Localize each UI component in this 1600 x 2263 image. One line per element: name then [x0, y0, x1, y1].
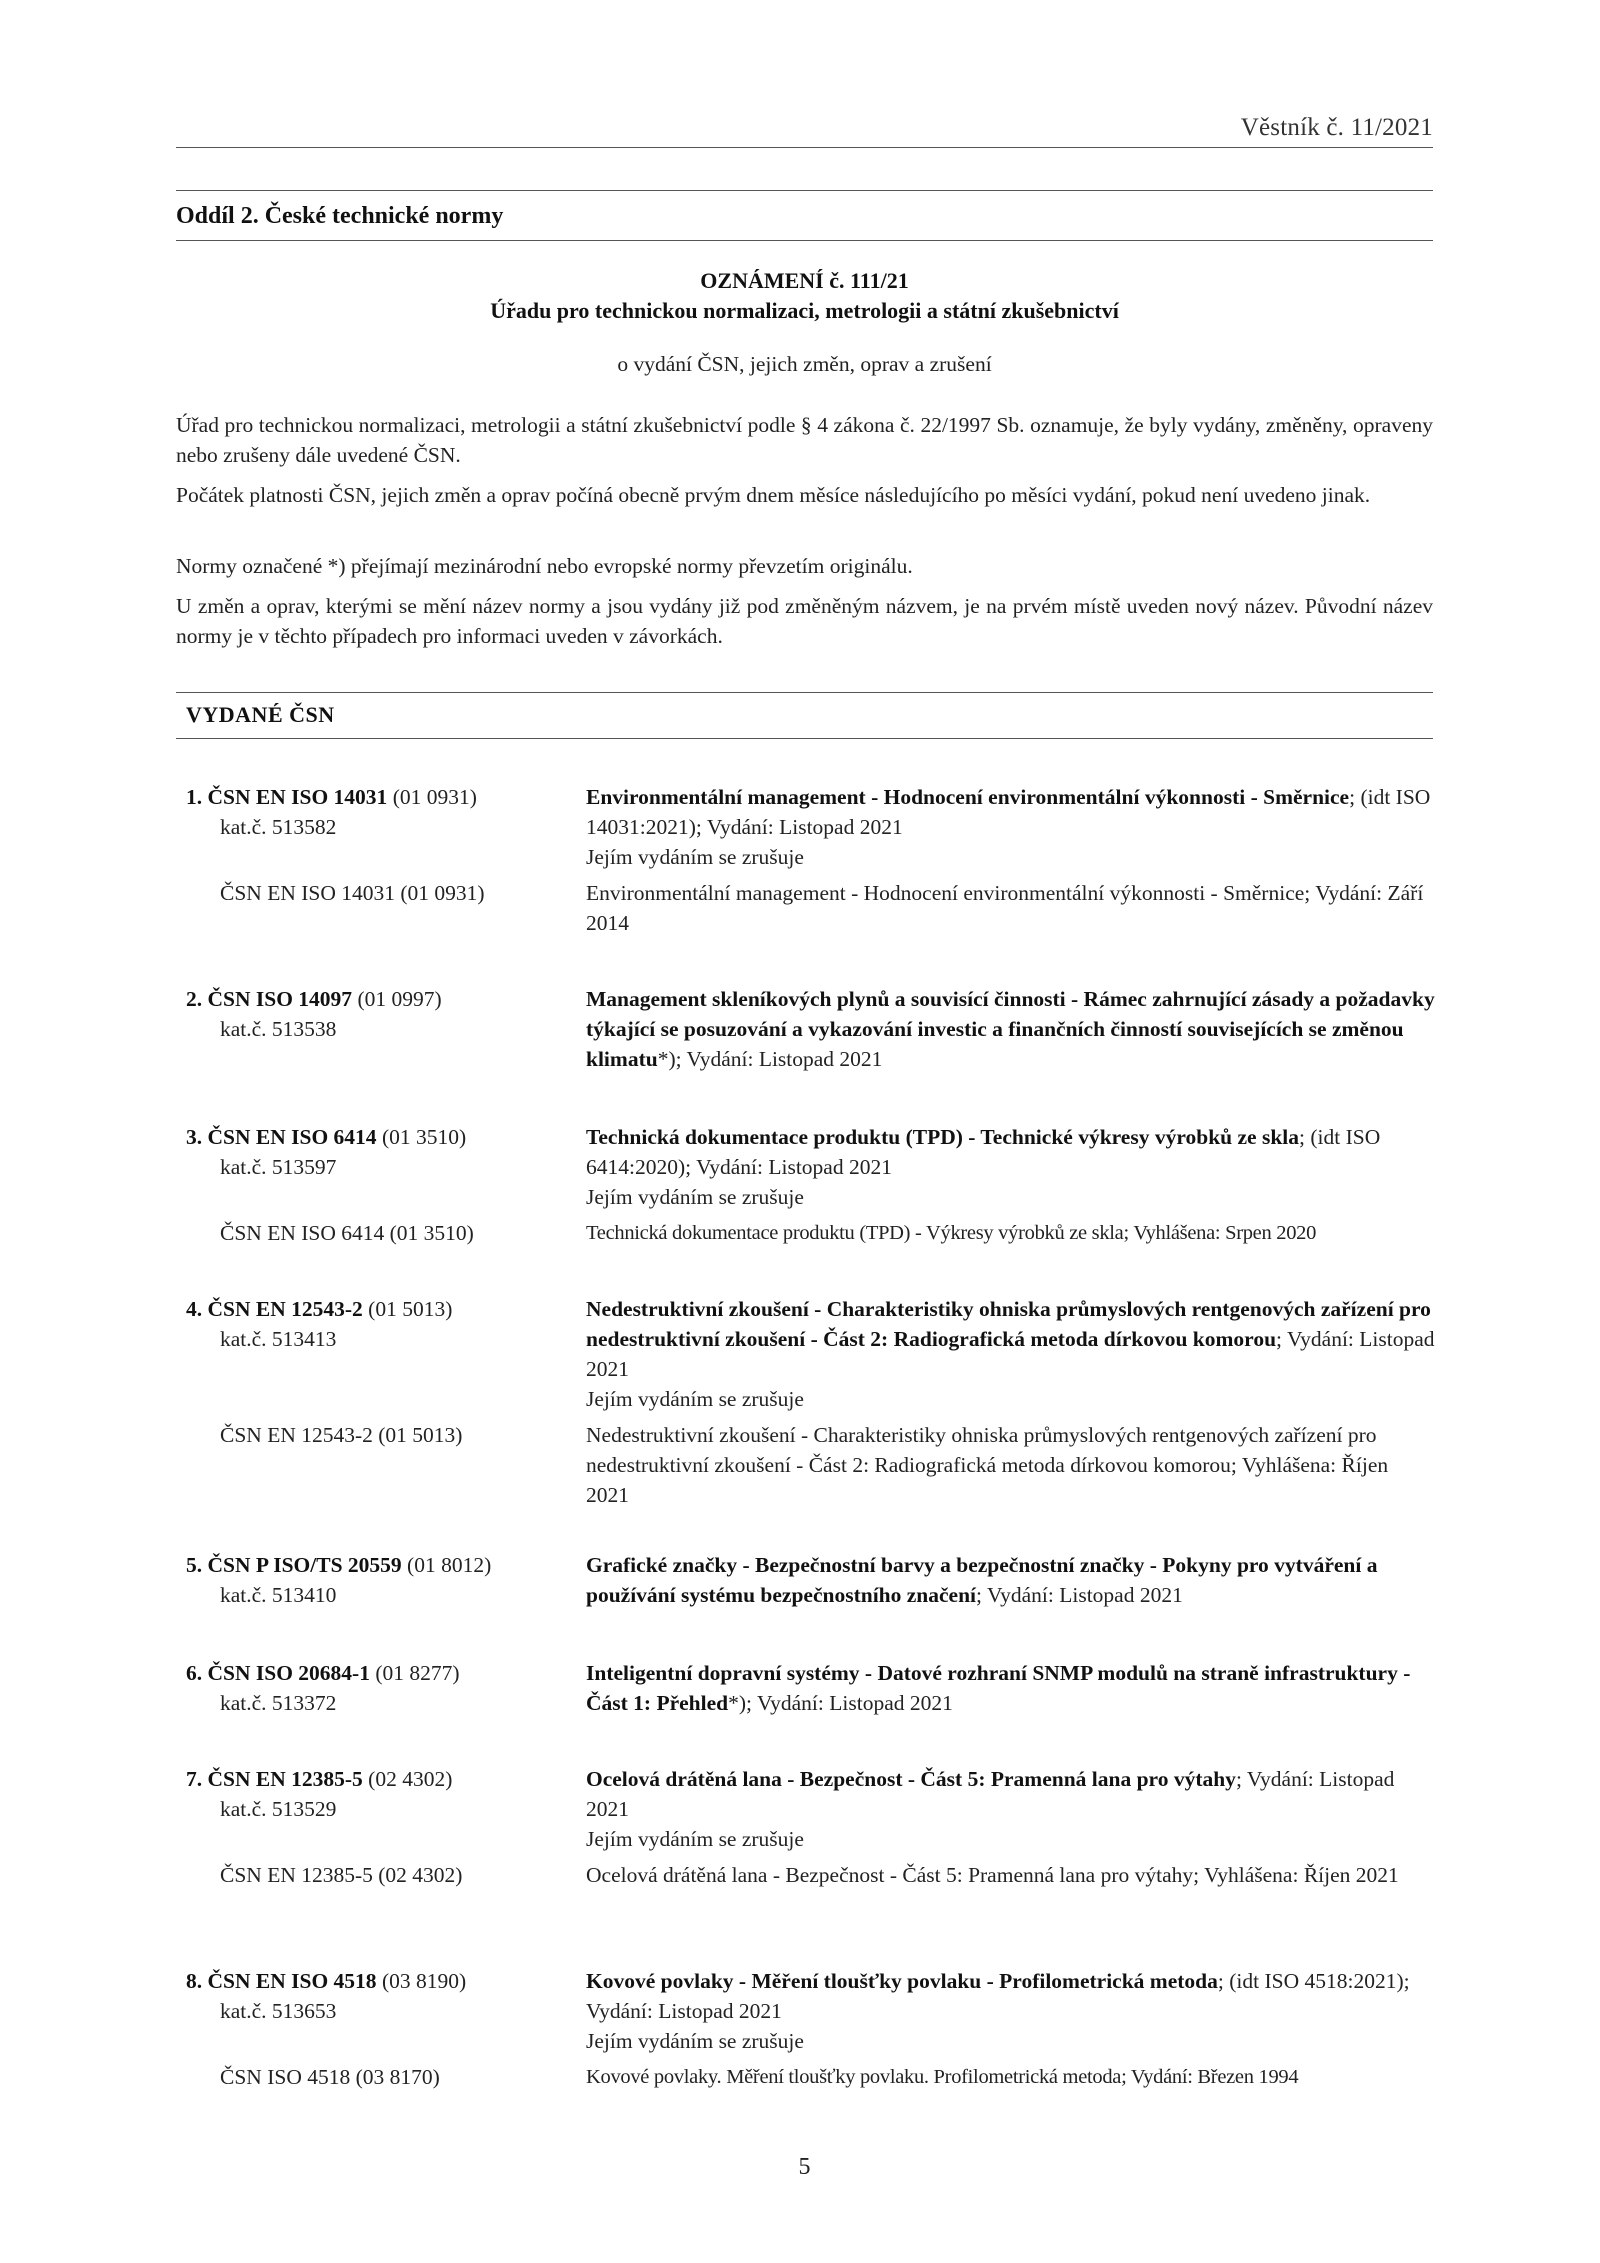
- standard-description: [586, 1294, 1436, 1414]
- notice-subject: o vydání ČSN, jejich změn, oprav a zrušení: [617, 352, 992, 376]
- catalog-number: kat.č. 513653: [220, 1999, 337, 2023]
- catalog-number: kat.č. 513582: [220, 815, 337, 839]
- section-title: Oddíl 2. České technické normy: [176, 203, 504, 229]
- catalog-number: kat.č. 513597: [220, 1155, 337, 1179]
- replaced-standard-title: Environmentální management - Hodnocení environmentální výkonnosti - Směrnice; Vydání: Září 2014: [586, 881, 1424, 935]
- standard-title: Ocelová drátěná lana - Bezpečnost - Část 5: Pramenná lana pro výtahy: [586, 1767, 1236, 1791]
- standard-details: ; Vydání: Listopad 2021: [586, 1327, 1435, 1381]
- standard-id: [186, 1966, 566, 2026]
- standard-title: Inteligentní dopravní systémy - Datové rozhraní SNMP modulů na straně infrastruktury - Část 1: Přehled: [586, 1661, 1411, 1715]
- standard-id: [186, 1294, 566, 1354]
- standard-number: 6. ČSN ISO 20684-1: [186, 1661, 370, 1685]
- replaced-standard-code: ČSN EN 12385-5 (02 4302): [220, 1863, 463, 1887]
- bulletin-title: Věstník č. 11/2021: [1240, 114, 1433, 141]
- replaced-standard-code: ČSN EN ISO 14031 (01 0931): [220, 881, 485, 905]
- cancel-note: Jejím vydáním se zrušuje: [586, 845, 804, 869]
- standard-details: ; (idt ISO 14031:2021); Vydání: Listopad 2021: [586, 785, 1431, 839]
- standard-number: 7. ČSN EN 12385-5: [186, 1767, 363, 1791]
- replaced-standard-title: Nedestruktivní zkoušení - Charakteristiky ohniska průmyslových rentgenových zařízení pro nedestruktivní zkoušení - Část 2: Radiografická metoda dírkovou komorou; Vyhlášena: Říjen 2021: [586, 1423, 1389, 1507]
- list-bottom-rule: [176, 738, 1433, 739]
- standard-number: 3. ČSN EN ISO 6414: [186, 1125, 377, 1149]
- standard-id: [186, 1658, 566, 1718]
- standard-details: ; Vydání: Listopad 2021: [586, 1767, 1395, 1821]
- cancel-note: Jejím vydáním se zrušuje: [586, 1827, 804, 1851]
- standard-title: Kovové povlaky - Měření tloušťky povlaku - Profilometrická metoda: [586, 1969, 1218, 1993]
- cancel-note: Jejím vydáním se zrušuje: [586, 2029, 804, 2053]
- replaced-standard-title: Technická dokumentace produktu (TPD) - Výkresy výrobků ze skla; Vyhlášena: Srpen 2020: [586, 1222, 1317, 1244]
- section-top-rule: [176, 190, 1433, 191]
- replaced-standard-title: Kovové povlaky. Měření tloušťky povlaku. Profilometrická metoda; Vydání: Březen 1994: [586, 2066, 1299, 2088]
- standard-class: (01 3510): [381, 1125, 467, 1149]
- replaced-standard-code: ČSN EN 12543-2 (01 5013): [220, 1423, 463, 1447]
- standard-description: [586, 782, 1436, 872]
- notice-authority: Úřadu pro technickou normalizaci, metrologii a státní zkušebnictví: [490, 298, 1119, 323]
- notice-paragraph: Normy označené *) přejímají mezinárodní nebo evropské normy převzetím originálu.: [176, 554, 913, 578]
- catalog-number: kat.č. 513372: [220, 1691, 337, 1715]
- standard-number: 2. ČSN ISO 14097: [186, 987, 353, 1011]
- standard-number: 4. ČSN EN 12543-2: [186, 1297, 363, 1321]
- standard-title: Technická dokumentace produktu (TPD) - Technické výkresy výrobků ze skla: [586, 1125, 1299, 1149]
- standard-description: [586, 1658, 1436, 1718]
- standard-id: [186, 1122, 566, 1182]
- replaced-standard-title: Ocelová drátěná lana - Bezpečnost - Část 5: Pramenná lana pro výtahy; Vyhlášena: Říjen 2021: [586, 1863, 1399, 1887]
- replaced-standard-code: ČSN EN ISO 6414 (01 3510): [220, 1221, 474, 1245]
- standard-class: (03 8190): [381, 1969, 467, 1993]
- standard-class: (01 8012): [407, 1553, 492, 1577]
- standard-id: [186, 782, 566, 842]
- standard-number: 8. ČSN EN ISO 4518: [186, 1969, 377, 1993]
- list-top-rule: [176, 692, 1433, 693]
- notice-paragraph: Úřad pro technickou normalizaci, metrologii a státní zkušebnictví podle § 4 zákona č. 22/1997 Sb. oznamuje, že byly vydány, změněny, opraveny nebo zrušeny dále uvedené ČSN.: [176, 413, 1433, 467]
- document-page: [176, 0, 1433, 2263]
- standard-details: *); Vydání: Listopad 2021: [728, 1691, 953, 1715]
- standard-description: [586, 1550, 1436, 1610]
- standard-id: [186, 984, 566, 1044]
- standard-description: [586, 1764, 1436, 1854]
- cancel-note: Jejím vydáním se zrušuje: [586, 1387, 804, 1411]
- list-heading: VYDANÉ ČSN: [186, 702, 335, 727]
- standard-details: ; (idt ISO 4518:2021); Vydání: Listopad 2021: [586, 1969, 1410, 2023]
- header-rule: [176, 147, 1433, 148]
- standard-description: [586, 1122, 1436, 1212]
- catalog-number: kat.č. 513410: [220, 1583, 337, 1607]
- standard-class: (01 0931): [392, 785, 477, 809]
- standard-id: [186, 1764, 566, 1824]
- catalog-number: kat.č. 513538: [220, 1017, 337, 1041]
- catalog-number: kat.č. 513529: [220, 1797, 337, 1821]
- replaced-standard-code: ČSN ISO 4518 (03 8170): [220, 2065, 440, 2089]
- standard-class: (01 0997): [357, 987, 442, 1011]
- standard-class: (01 8277): [375, 1661, 460, 1685]
- standard-title: Nedestruktivní zkoušení - Charakteristiky ohniska průmyslových rentgenových zařízení pro nedestruktivní zkoušení - Část 2: Radiografická metoda dírkovou komorou: [586, 1297, 1431, 1351]
- standard-title: Environmentální management - Hodnocení environmentální výkonnosti - Směrnice: [586, 785, 1350, 809]
- section-bottom-rule: [176, 240, 1433, 241]
- page-number: 5: [798, 2154, 811, 2180]
- standard-details: ; (idt ISO 6414:2020); Vydání: Listopad 2021: [586, 1125, 1381, 1179]
- notice-number: OZNÁMENÍ č. 111/21: [700, 268, 909, 293]
- standard-number: 1. ČSN EN ISO 14031: [186, 785, 388, 809]
- cancel-note: Jejím vydáním se zrušuje: [586, 1185, 804, 1209]
- standard-title: Grafické značky - Bezpečnostní barvy a bezpečnostní značky - Pokyny pro vytváření a používání systému bezpečnostního značení: [586, 1553, 1378, 1607]
- notice-paragraph: U změn a oprav, kterými se mění název normy a jsou vydány již pod změněným názvem, je na prvém místě uveden nový název. Původní název normy je v těchto případech pro informaci uveden v závorkách.: [176, 594, 1433, 648]
- notice-paragraph: Počátek platnosti ČSN, jejich změn a oprav počíná obecně prvým dnem měsíce následujícího po měsíci vydání, pokud není uvedeno jinak.: [176, 483, 1371, 507]
- standard-description: [586, 1966, 1436, 2056]
- standard-description: [586, 984, 1436, 1074]
- standard-class: (01 5013): [368, 1297, 453, 1321]
- standard-id: [186, 1550, 566, 1610]
- standard-class: (02 4302): [368, 1767, 453, 1791]
- catalog-number: kat.č. 513413: [220, 1327, 337, 1351]
- standard-details: ; Vydání: Listopad 2021: [976, 1583, 1183, 1607]
- standard-number: 5. ČSN P ISO/TS 20559: [186, 1553, 402, 1577]
- standard-details: *); Vydání: Listopad 2021: [657, 1047, 883, 1071]
- standard-title: Management skleníkových plynů a souvisící činnosti - Rámec zahrnující zásady a požadavky týkající se posuzování a vykazování investic a finančních činností souvisejících se změnou klimatu: [586, 987, 1435, 1071]
